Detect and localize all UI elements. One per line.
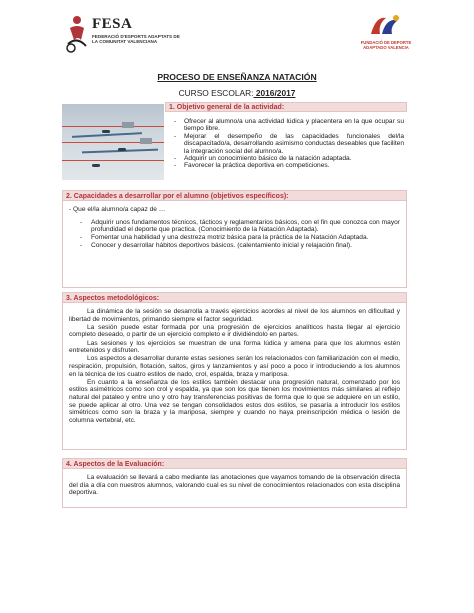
paragraph: La evaluación se llevará a cabo mediante las anotaciones que vayamos tomando de la observación directa del día a día con nuestros alumnos, valorando cual es su nivel de conocimientos relacionados con esta disciplina deportiva.: [69, 474, 400, 497]
list-item: - Conocer y desarrollar hábitos deportivos básicos. (calentamiento inicial y relajación final).: [77, 242, 400, 250]
course-year: 2016/2017: [253, 88, 296, 98]
paragraph: En cuanto a la enseñanza de los estilos también destacar una progresión natural, comenzado por los estilos asimétricos como son crol y espalda, ya que son los que tienen los movimientos más similares al reflejo natural del pataleo y entre uno y otro hay transferencias positivas de forma que lo que se adquiere en un estilo, se puede aplicar al otro. Una vez se tengan consolidados estos dos estilos, se pasaría a introducir los estilos simétricos como son la braza y la mariposa, siempre y cuando no haya preinscripción médica o lesión de columna vertebral, etc.: [69, 378, 400, 424]
paragraph: Las sesiones y los ejercicios se muestran de una forma lúdica y amena para que los alumnos estén entretenidos y disfruten.: [69, 339, 400, 355]
list-item: - Ofrecer al alumno/a una actividad lúdica y placentera en la que ocupar su tiempo libre.: [170, 118, 404, 133]
paragraph: Los aspectos a desarrollar durante estas sesiones serán los relacionados con familiarización con el medio, respiración, propulsión, flotación, saltos, giros y lanzamientos y así poco a poco ir introduciendo a los alumnos en la técnica de los cuatro estilos de nado, crol, espalda, braza y mariposa.: [69, 355, 400, 378]
section4-heading: 4. Aspectos de la Evaluación:: [63, 459, 406, 469]
section2-heading: 2. Capacidades a desarrollar por el alumno (objetivos específicos):: [63, 191, 406, 201]
list-item: - Mejorar el desempeño de las capacidades funcionales del/la discapacitado/a, desarrollando asimismo conductas deseables que faciliten la integración social del alumno/a.: [170, 133, 404, 155]
section2-list: [77, 219, 400, 250]
section4-box: [62, 458, 407, 508]
section1-list: [170, 118, 404, 170]
list-item: - Fomentar una habilidad y una destreza motriz básica para la práctica de la Natación Adaptada.: [77, 234, 400, 242]
fesa-figure-icon: [64, 14, 90, 54]
page-header: [0, 0, 474, 62]
course-line: [0, 88, 474, 98]
swimming-pool-photo: [62, 104, 164, 180]
list-item: - Adquirir unos fundamentos técnicos, tácticos y reglamentarios básicos, con el fin que conozca con mayor profundidad el deporte que practica. (Conocimiento de la Natación Adaptada).: [77, 219, 400, 234]
list-item: - Favorecer la práctica deportiva en competiciones.: [170, 162, 404, 169]
section2-intro: - Que el/la alumno/a capaz de …: [69, 206, 166, 213]
section2-box: [62, 190, 407, 288]
section3-box: [62, 292, 407, 450]
paragraph: La sesión puede estar formada por una progresión de ejercicios analíticos hasta llegar al ejercicio completo deseado, o partir de un ejercicio completo e ir dividiéndolo en partes.: [69, 323, 400, 339]
fesa-logo: [64, 14, 180, 58]
list-item: - Adquirir un conocimiento básico de la natación adaptada.: [170, 155, 404, 162]
course-label: CURSO ESCOLAR:: [178, 88, 254, 98]
fesa-brand: FESA: [92, 16, 133, 32]
page-title: PROCESO DE ENSEÑANZA NATACIÓN: [157, 72, 317, 82]
fundacion-subtitle: FUNDACIÓ DE DEPORTE ADAPTADO VALENCIA: [360, 40, 412, 50]
section3-heading: 3. Aspectos metodológicos:: [63, 293, 406, 303]
fundacion-emblem-icon: [368, 14, 402, 38]
fesa-subtitle: FEDERACIÓ D'ESPORTS ADAPTATS DE LA COMUNITAT VALENCIANA: [92, 34, 180, 45]
section1-heading: 1. Objetivo general de la actividad:: [165, 102, 407, 112]
paragraph: La dinámica de la sesión se desarrolla a través ejercicios acordes al nivel de los alumnos en dificultad y libertad de movimientos, primando siempre el factor seguridad.: [69, 308, 400, 323]
fundacion-logo: [356, 14, 416, 64]
